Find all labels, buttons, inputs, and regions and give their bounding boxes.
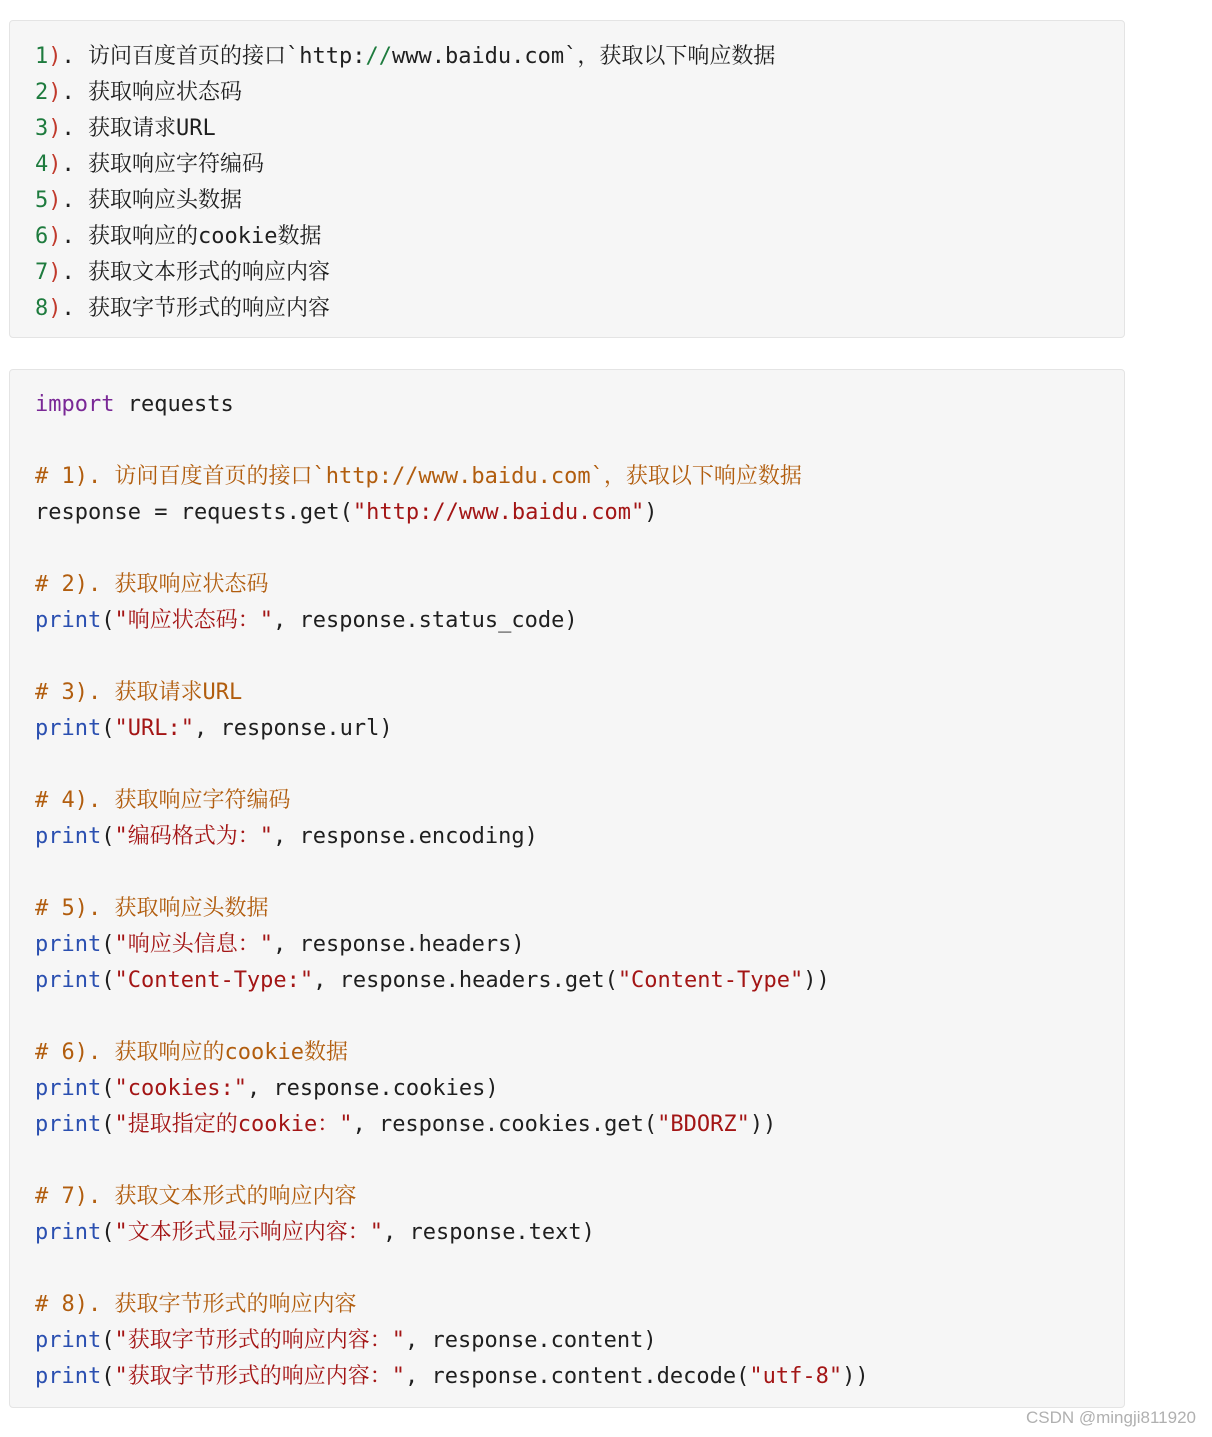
code-line-cookie-get: print("提取指定的cookie：", response.cookies.get("BDORZ")) bbox=[35, 1112, 777, 1137]
task-item-3 bbox=[35, 111, 1124, 147]
task-number: 8 bbox=[35, 296, 49, 321]
string-literal: "响应状态码：" bbox=[114, 608, 273, 633]
code-comment: # 7). 获取文本形式的响应内容 bbox=[35, 1184, 357, 1209]
task-text: 获取文本形式的响应内容 bbox=[74, 260, 330, 285]
task-text: www.baidu.com`，获取以下响应数据 bbox=[391, 44, 776, 69]
string-literal: "URL:" bbox=[114, 716, 194, 741]
string-literal: "提取指定的cookie：" bbox=[114, 1112, 353, 1137]
code-comment: # 5). 获取响应头数据 bbox=[35, 896, 269, 921]
task-dot: . bbox=[61, 296, 75, 321]
task-item-7 bbox=[35, 255, 1124, 291]
task-paren: ) bbox=[48, 116, 62, 141]
task-item-2 bbox=[35, 75, 1124, 111]
print-function: print bbox=[35, 1328, 102, 1353]
code-line-url: print("URL:", response.url) bbox=[35, 716, 393, 741]
string-literal: "响应头信息：" bbox=[114, 932, 273, 957]
code-line-cookies: print("cookies:", response.cookies) bbox=[35, 1076, 499, 1101]
code-line-request: response = requests.get("http://www.baidu.com") bbox=[35, 500, 658, 525]
task-item-5 bbox=[35, 183, 1124, 219]
task-paren: ) bbox=[48, 152, 62, 177]
code-comment: # 4). 获取响应字符编码 bbox=[35, 788, 291, 813]
task-paren: ) bbox=[48, 80, 62, 105]
task-slashes: // bbox=[365, 44, 392, 69]
string-literal: "Content-Type:" bbox=[114, 968, 314, 993]
code-comment: # 1). 访问百度首页的接口`http://www.baidu.com`，获取以下响应数据 bbox=[35, 464, 802, 489]
code-line-content: print("获取字节形式的响应内容：", response.content) bbox=[35, 1328, 657, 1353]
print-function: print bbox=[35, 1112, 102, 1137]
string-literal: "http://www.baidu.com" bbox=[352, 500, 645, 525]
print-function: print bbox=[35, 932, 102, 957]
task-item-8 bbox=[35, 291, 1124, 327]
string-literal: "cookies:" bbox=[114, 1076, 247, 1101]
string-literal: "获取字节形式的响应内容：" bbox=[114, 1364, 405, 1389]
csdn-watermark: CSDN @mingji811920 bbox=[1025, 1408, 1196, 1427]
code-comment: # 3). 获取请求URL bbox=[35, 680, 243, 705]
string-literal: "获取字节形式的响应内容：" bbox=[114, 1328, 405, 1353]
task-paren: ) bbox=[48, 260, 62, 285]
task-number: 5 bbox=[35, 188, 49, 213]
task-dot: . bbox=[61, 152, 75, 177]
task-number: 6 bbox=[35, 224, 49, 249]
print-function: print bbox=[35, 968, 102, 993]
task-text: 获取请求URL bbox=[74, 116, 216, 141]
task-text: 获取字节形式的响应内容 bbox=[74, 296, 330, 321]
string-literal: "编码格式为：" bbox=[114, 824, 273, 849]
code-line-text: print("文本形式显示响应内容：", response.text) bbox=[35, 1220, 595, 1245]
string-literal: "BDORZ" bbox=[657, 1112, 750, 1137]
task-text: 访问百度首页的接口`http: bbox=[74, 44, 366, 69]
task-paren: ) bbox=[48, 296, 62, 321]
code-line-decode: print("获取字节形式的响应内容：", response.content.decode("utf-8")) bbox=[35, 1364, 869, 1389]
task-text: 获取响应状态码 bbox=[74, 80, 242, 105]
task-item-1 bbox=[35, 39, 1124, 75]
code-line-status: print("响应状态码：", response.status_code) bbox=[35, 608, 578, 633]
task-item-4 bbox=[35, 147, 1124, 183]
import-line bbox=[35, 387, 1124, 423]
task-text: 获取响应头数据 bbox=[74, 188, 242, 213]
code-line-headers: print("响应头信息：", response.headers) bbox=[35, 932, 525, 957]
task-number: 3 bbox=[35, 116, 49, 141]
print-function: print bbox=[35, 824, 102, 849]
print-function: print bbox=[35, 1364, 102, 1389]
task-number: 7 bbox=[35, 260, 49, 285]
import-keyword: import bbox=[35, 392, 115, 417]
task-text: 获取响应的cookie数据 bbox=[74, 224, 322, 249]
print-function: print bbox=[35, 1076, 102, 1101]
task-dot: . bbox=[61, 116, 75, 141]
task-number: 2 bbox=[35, 80, 49, 105]
print-function: print bbox=[35, 1220, 102, 1245]
string-literal: "Content-Type" bbox=[617, 968, 804, 993]
task-list-block bbox=[9, 20, 1125, 338]
code-line-encoding: print("编码格式为：", response.encoding) bbox=[35, 824, 538, 849]
string-literal: "utf-8" bbox=[749, 1364, 843, 1389]
python-code-block bbox=[9, 369, 1125, 1408]
task-dot: . bbox=[61, 80, 75, 105]
task-text: 获取响应字符编码 bbox=[74, 152, 264, 177]
task-dot: . bbox=[61, 224, 75, 249]
task-number: 4 bbox=[35, 152, 49, 177]
print-function: print bbox=[35, 716, 102, 741]
print-function: print bbox=[35, 608, 102, 633]
task-item-6 bbox=[35, 219, 1124, 255]
import-module: requests bbox=[114, 392, 234, 417]
task-paren: ) bbox=[48, 188, 62, 213]
code-line-content-type: print("Content-Type:", response.headers.get("Content-Type")) bbox=[35, 968, 830, 993]
task-paren: ) bbox=[48, 44, 62, 69]
task-paren: ) bbox=[48, 224, 62, 249]
code-comment: # 8). 获取字节形式的响应内容 bbox=[35, 1292, 357, 1317]
task-number: 1 bbox=[35, 44, 49, 69]
task-dot: . bbox=[61, 260, 75, 285]
string-literal: "文本形式显示响应内容：" bbox=[114, 1220, 383, 1245]
code-comment: # 2). 获取响应状态码 bbox=[35, 572, 269, 597]
task-dot: . bbox=[61, 188, 75, 213]
code-comment: # 6). 获取响应的cookie数据 bbox=[35, 1040, 348, 1065]
task-dot: . bbox=[61, 44, 75, 69]
